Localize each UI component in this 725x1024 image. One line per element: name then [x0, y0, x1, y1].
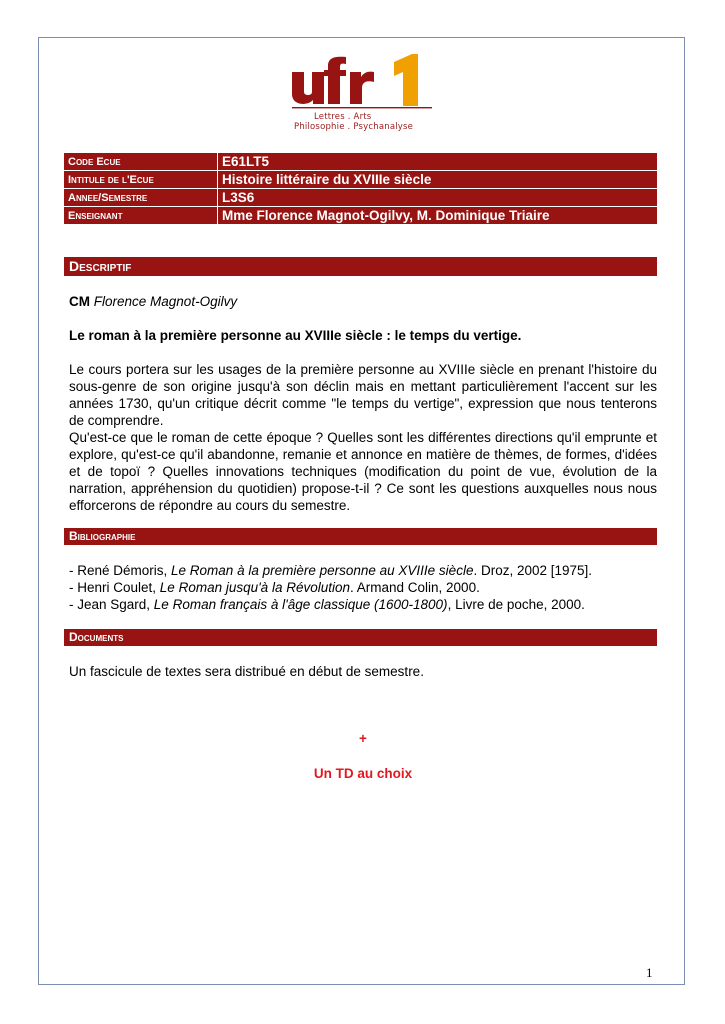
bibliography-item: [69, 596, 657, 613]
course-info-table: [63, 152, 658, 225]
td-plus: +: [359, 731, 367, 746]
enseignant-label: Enseignant: [64, 207, 218, 225]
table-row: [64, 207, 658, 225]
course-title: Le roman à la première personne au XVIIIe siècle : le temps du vertige.: [69, 328, 522, 343]
annee-semestre-value: L3S6: [218, 189, 658, 207]
logo-caption-line1: Lettres . Arts: [314, 112, 372, 122]
cm-teacher: Florence Magnot-Ogilvy: [93, 294, 238, 309]
code-ecue-value: E61LT5: [218, 153, 658, 171]
cm-line: [69, 293, 657, 310]
bibliography-details: , Livre de poche, 2000.: [447, 597, 585, 612]
documents-heading: Documents: [64, 629, 657, 646]
documents-text: Un fascicule de textes sera distribué en début de semestre.: [69, 664, 424, 679]
bibliography-title: Le Roman français à l'âge classique (1600-1800): [153, 597, 448, 612]
table-row: [64, 153, 658, 171]
table-row: [64, 171, 658, 189]
bibliography-item: [69, 579, 657, 596]
intitule-value: Histoire littéraire du XVIIIe siècle: [218, 171, 658, 189]
bibliography-item: [69, 562, 657, 579]
descriptif-paragraph-1: Le cours portera sur les usages de la première personne au XVIIIe siècle en prenant l'histoire du sous-genre de son origine jusqu'à son déclin mais en mettant particulièrement l'accent sur les années 1730, qu'un critique décrit comme "le temps du vertige", expression que nous tenterons de comprendre.: [69, 362, 657, 428]
table-row: [64, 189, 658, 207]
bibliography-title: Le Roman jusqu'à la Révolution: [159, 580, 350, 595]
page-number: 1: [646, 965, 653, 980]
td-label: Un TD au choix: [313, 766, 413, 781]
bibliography-author: - Jean Sgard,: [69, 597, 154, 612]
descriptif-paragraph-2: Qu'est-ce que le roman de cette époque ? Quelles sont les différentes directions qu'il emprunte et explore, qu'est-ce qu'il abandonne, remanie et annonce en matière de thèmes, de formes, d'idées et de topoï ? Quelles innovations techniques (modification du point de vue, évolution de la narration, appréhension du quotidien) propose-t-il ? Ce sont les questions auxquelles nous nous efforcerons de répondre au cours du semestre.: [69, 430, 657, 513]
bibliography-author: - Henri Coulet,: [69, 580, 160, 595]
bibliographie-heading: Bibliographie: [64, 528, 657, 545]
bibliography-details: . Droz, 2002 [1975].: [473, 563, 593, 578]
enseignant-value: Mme Florence Magnot-Ogilvy, M. Dominique Triaire: [218, 207, 658, 225]
ufr1-logo: [290, 52, 435, 134]
ufr1-logo-mark: [290, 52, 435, 114]
logo-caption-line2: Philosophie . Psychanalyse: [294, 122, 414, 132]
descriptif-heading: Descriptif: [64, 257, 657, 276]
bibliography-title: Le Roman à la première personne au XVIIIe siècle: [171, 563, 474, 578]
cm-label: CM: [69, 294, 90, 309]
code-ecue-label: Code Ecue: [64, 153, 218, 171]
bibliography-author: - René Démoris,: [69, 563, 172, 578]
annee-semestre-label: Annee/Semestre: [64, 189, 218, 207]
intitule-label: Intitule de l'Ecue: [64, 171, 218, 189]
bibliography-details: . Armand Colin, 2000.: [350, 580, 480, 595]
